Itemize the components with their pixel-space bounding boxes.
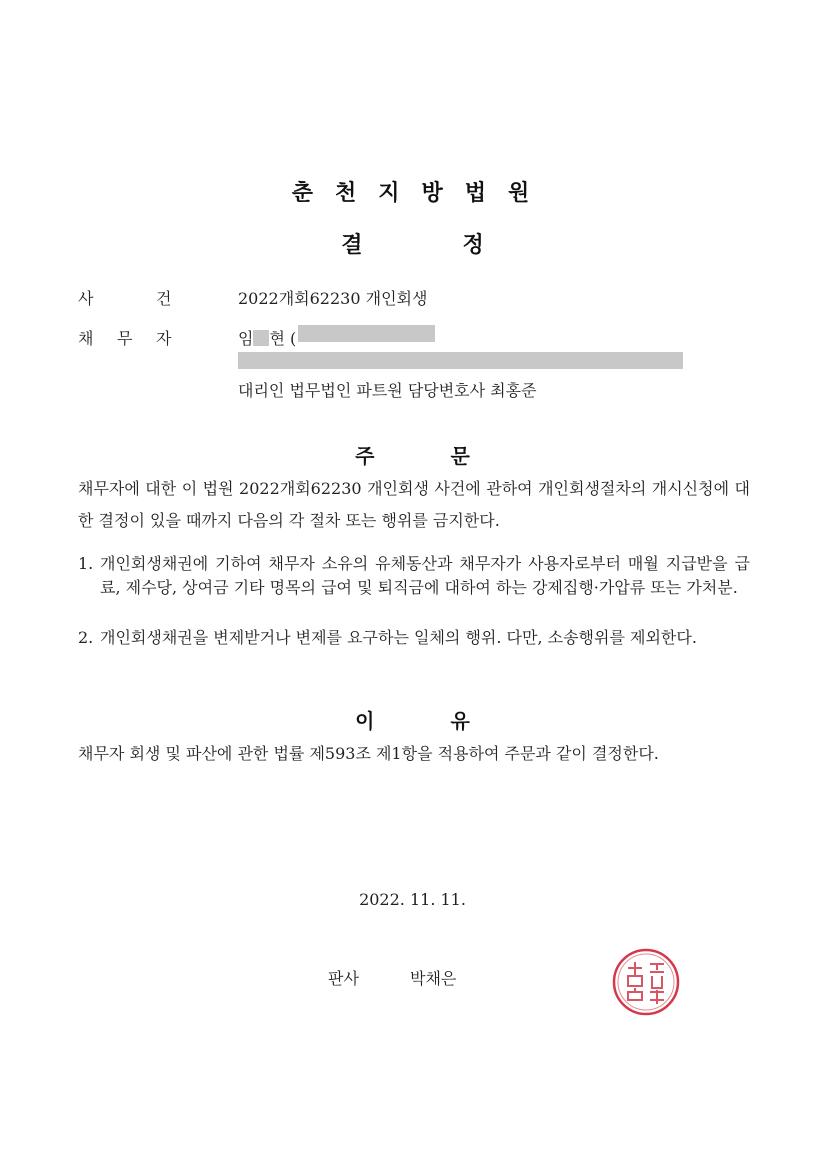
redacted-block <box>253 330 269 346</box>
redacted-block <box>298 325 435 342</box>
order-intro: 채무자에 대한 이 법원 2022개회62230 개인회생 사건에 관하여 개인회생절차의 개시신청에 대한 결정이 있을 때까지 다음의 각 절차 또는 행위를 금지한다. <box>78 479 750 530</box>
document-title: 결 정 <box>341 233 484 258</box>
debtor-agent: 대리인 법무법인 파트원 담당변호사 최홍준 <box>238 381 537 400</box>
judge-title: 판사 <box>328 969 359 988</box>
debtor-name: 임 현 ( <box>238 329 297 348</box>
order-item: 2. 개인회생채권을 변제받거나 변제를 요구하는 일체의 행위. 다만, 소송행위를 제외한다. <box>78 628 697 647</box>
judge-seal-icon <box>606 942 686 1022</box>
debtor-label: 채 무 자 <box>78 329 172 348</box>
reason-text: 채무자 회생 및 파산에 관한 법률 제593조 제1항을 적용하여 주문과 같이 결정한다. <box>78 744 659 763</box>
court-name: 춘 천 지 방 법 원 <box>291 181 534 206</box>
decision-date: 2022. 11. 11. <box>359 890 466 909</box>
reason-heading: 이 유 <box>355 709 470 733</box>
redacted-block <box>238 352 683 369</box>
order-item: 1. 개인회생채권에 기하여 채무자 소유의 유체동산과 채무자가 사용자로부터 매월 지급받을 급료, 제수당, 상여금 기타 명목의 급여 및 퇴직금에 대하여 하는 강제집행·가압류 또는 가처분. <box>78 554 750 597</box>
case-value: 2022개회62230 개인회생 <box>238 289 428 308</box>
order-heading: 주 문 <box>355 444 470 468</box>
case-label: 사 건 <box>78 289 172 308</box>
judge-name: 박채은 <box>410 969 457 988</box>
